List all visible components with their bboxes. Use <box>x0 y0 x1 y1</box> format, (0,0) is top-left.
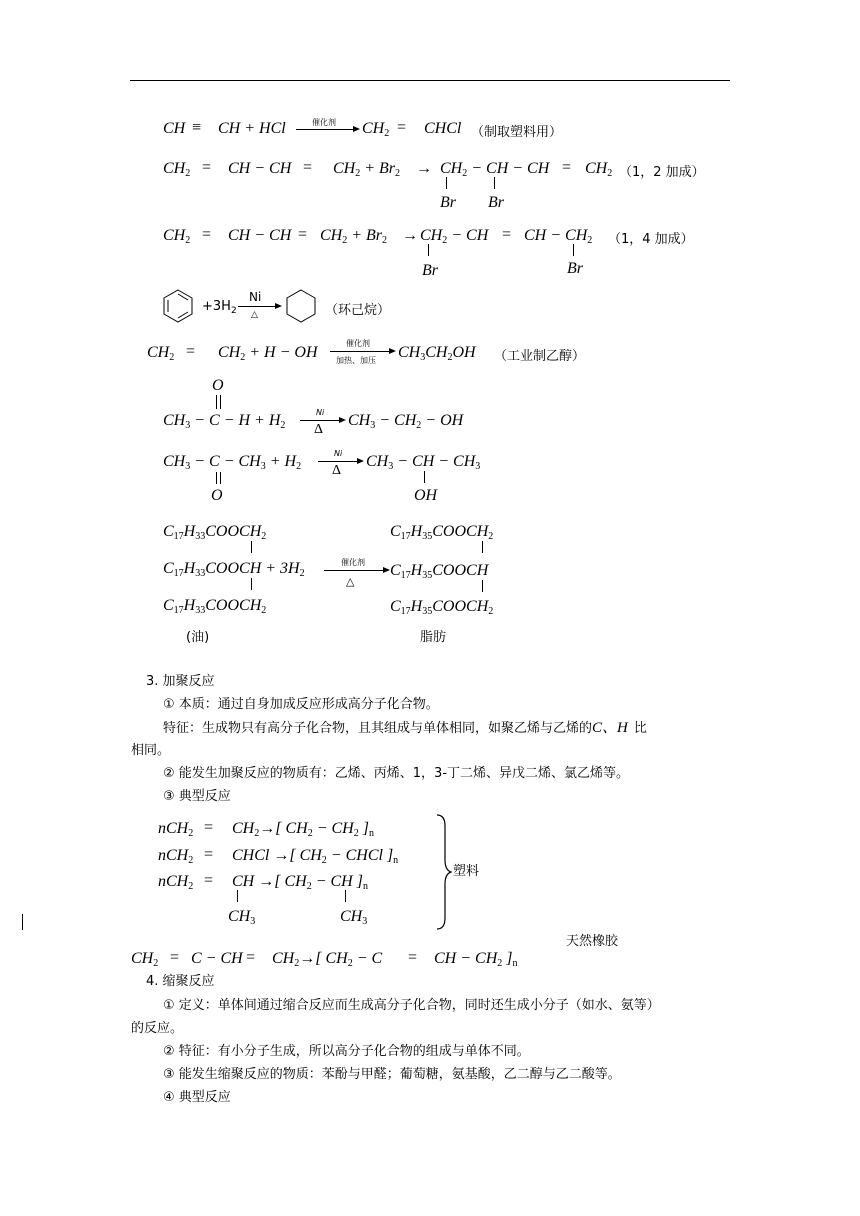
subscript: n <box>362 881 368 892</box>
formula-text: − CH ] <box>311 873 363 890</box>
formula-text: H <box>183 597 196 614</box>
formula-text: CH <box>420 227 443 244</box>
formula-text: + Br <box>360 160 396 177</box>
subscript: 3 <box>370 420 376 431</box>
formula-text: CH <box>366 453 389 470</box>
subscript: 2 <box>442 235 448 246</box>
formula-text: − CH − CH <box>393 453 476 470</box>
subscript: 2 <box>240 352 246 363</box>
formula-text: OH <box>452 344 476 361</box>
formula-text: − CH <box>375 412 417 429</box>
subscript: 2 <box>280 420 286 431</box>
catalyst-label: 催化剂 <box>312 118 336 127</box>
subscript: 17 <box>400 606 411 617</box>
formula-text: C <box>390 523 401 540</box>
subscript: 2 <box>261 605 267 616</box>
bromine-label: Br <box>422 262 438 279</box>
reaction-arrow <box>238 306 276 307</box>
subscript: 2 <box>169 352 175 363</box>
formula-text: CH <box>232 820 255 837</box>
paragraph: 相同。 <box>131 743 171 758</box>
formula-text: + H <box>265 453 297 470</box>
formula-text: CH <box>228 908 251 925</box>
condition-label: △ <box>251 309 258 319</box>
subscript: 3 <box>362 916 368 927</box>
double-bond: = <box>298 226 308 243</box>
subscript: 2 <box>353 828 359 839</box>
subscript: 2 <box>382 235 388 246</box>
subscript: 2 <box>497 958 503 969</box>
paragraph: ③ 能发生缩聚反应的物质：苯酚与甲醛；葡萄糖，氨基酸，乙二醇与乙二酸等。 <box>163 1067 621 1082</box>
formula-text: H <box>410 598 423 615</box>
reaction-arrow <box>296 129 354 130</box>
double-bond: = <box>502 226 512 243</box>
double-bond: = <box>408 949 418 966</box>
subscript: 2 <box>488 606 494 617</box>
subscript: 35 <box>422 531 433 542</box>
vertical-bond <box>482 580 483 592</box>
subscript: 2 <box>587 235 593 246</box>
formula-text: − C − CH <box>190 453 261 470</box>
subscript: 17 <box>173 531 184 542</box>
paragraph: ① 定义：单体间通过缩合反应而生成高分子化合物，同时还生成小分子（如水、氨等） <box>163 998 660 1013</box>
reaction-arrow <box>318 461 358 462</box>
benzene-ring-icon <box>160 288 196 324</box>
subscript: 17 <box>400 570 411 581</box>
formula-text: + Br <box>347 227 383 244</box>
subscript: 2 <box>294 958 300 969</box>
formula-text: CH <box>440 160 463 177</box>
double-bond: = <box>204 846 214 863</box>
subscript: 2 <box>347 958 353 969</box>
formula-text: − CH − CH <box>467 160 550 177</box>
formula-text: CH <box>163 120 186 137</box>
formula-text: − CH <box>312 820 354 837</box>
reaction-note: （1，2 加成） <box>619 165 705 180</box>
bromine-label: Br <box>488 194 504 211</box>
arrow-head <box>357 458 364 464</box>
formula-text: COOCH <box>205 597 262 614</box>
double-bond: = <box>204 872 214 889</box>
subscript: 33 <box>195 568 206 579</box>
subscript: 2 <box>384 128 390 139</box>
formula-text: C − CH <box>191 950 243 967</box>
formula-text: CH <box>163 227 186 244</box>
formula-text: − CH <box>447 227 489 244</box>
paragraph: 特征：生成物只有高分子化合物，且其组成与单体相同，如聚乙烯与乙烯的 <box>163 721 593 736</box>
section-title: 3. 加聚反应 <box>146 674 215 689</box>
oil-label: (油) <box>186 630 210 645</box>
formula-text: ] <box>358 820 369 837</box>
section-title: 4. 缩聚反应 <box>146 974 215 989</box>
paragraph: ① 本质：通过自身加成反应形成高分子化合物。 <box>163 697 439 712</box>
paragraph: ② 特征：有小分子生成，所以高分子化合物的组成与单体不同。 <box>163 1044 530 1059</box>
plastic-label: 塑料 <box>453 864 480 879</box>
formula-text: CH + HCl <box>218 120 286 137</box>
double-bond: = <box>170 949 180 966</box>
formula-text: − CHCl ] <box>326 847 394 864</box>
reaction-note: （制取塑料用） <box>471 125 563 140</box>
subscript: 2 <box>230 306 237 316</box>
vertical-bond <box>424 471 425 483</box>
formula-text: CH − CH <box>228 160 292 177</box>
subscript: 3 <box>260 461 266 472</box>
catalyst-label: 催化剂 <box>341 558 365 567</box>
double-bond-vertical <box>220 395 221 409</box>
formula-text: CH <box>340 908 363 925</box>
formula-text: CH <box>272 950 295 967</box>
formula-text: CH <box>163 412 186 429</box>
formula-text: COOCH + 3H <box>205 560 300 577</box>
cursor-mark <box>22 914 23 930</box>
reaction-arrow <box>330 351 390 352</box>
vertical-bond <box>573 244 574 256</box>
double-bond: = <box>246 949 256 966</box>
subscript: 2 <box>447 352 453 363</box>
reaction-arrow <box>300 420 340 421</box>
double-bond: = <box>562 159 572 176</box>
subscript: 3 <box>388 461 394 472</box>
bromine-label: Br <box>567 260 583 277</box>
reaction-note: （环己烷） <box>325 303 391 318</box>
vertical-bond <box>237 890 238 902</box>
vertical-bond <box>428 244 429 256</box>
subscript: 2 <box>188 828 194 839</box>
reaction-arrow: → <box>402 227 418 244</box>
formula-text: C <box>163 560 174 577</box>
formula-text: − OH <box>421 412 464 429</box>
formula-text: nCH <box>158 820 189 837</box>
arrow-head <box>383 567 390 573</box>
subscript: 2 <box>462 168 468 179</box>
formula-text: CHCl →[ CH <box>232 847 322 864</box>
double-bond: = <box>303 159 313 176</box>
hydroxyl-label: OH <box>414 487 438 504</box>
vertical-bond <box>494 177 495 189</box>
cyclohexane-ring-icon <box>283 288 319 324</box>
subscript: 3 <box>185 461 191 472</box>
subscript: 2 <box>306 881 312 892</box>
formula-text: CH <box>147 344 170 361</box>
double-bond: = <box>202 159 212 176</box>
right-brace-icon <box>436 814 452 930</box>
catalyst-label: Ni <box>249 290 262 304</box>
subscript: 2 <box>395 168 401 179</box>
formula-text: CH <box>585 160 608 177</box>
formula-text: nCH <box>158 847 189 864</box>
subscript: 2 <box>261 531 267 542</box>
double-bond: = <box>202 226 212 243</box>
formula-text: + H − OH <box>245 344 318 361</box>
arrow-head <box>353 126 360 132</box>
formula-text: COOCH <box>432 562 489 579</box>
formula-text: C <box>163 597 174 614</box>
formula-text: CH <box>163 453 186 470</box>
paragraph: ④ 典型反应 <box>163 1090 231 1105</box>
subscript: 2 <box>355 168 361 179</box>
formula-text: CH <box>398 344 421 361</box>
vertical-bond <box>482 541 483 553</box>
vertical-bond <box>251 541 252 553</box>
subscript: n <box>368 828 374 839</box>
paragraph: ③ 典型反应 <box>163 789 231 804</box>
double-bond-vertical <box>220 472 221 484</box>
bromine-label: Br <box>440 194 456 211</box>
formula-text: CHCl <box>424 120 462 137</box>
subscript: 3 <box>185 420 191 431</box>
formula-text: CH <box>131 950 154 967</box>
formula-text: COOCH <box>432 523 489 540</box>
formula-text: ] <box>502 950 513 967</box>
formula-text: C <box>390 598 401 615</box>
formula-text: CH <box>163 160 186 177</box>
catalyst-label: 催化剂 <box>346 339 370 348</box>
formula-text: CH − CH <box>524 227 588 244</box>
formula-text: CH <box>218 344 241 361</box>
formula-text: CH <box>425 344 448 361</box>
formula-text: →[ CH <box>299 950 348 967</box>
subscript: 33 <box>195 531 206 542</box>
formula-text: C <box>390 562 401 579</box>
subscript: n <box>512 958 518 969</box>
formula-text: − C <box>352 950 383 967</box>
condition-label: Δ <box>314 422 324 437</box>
subscript: 2 <box>307 828 313 839</box>
formula-text: H <box>410 562 423 579</box>
subscript: 2 <box>185 168 191 179</box>
formula-text: →[ CH <box>259 820 308 837</box>
reaction-arrow <box>324 570 384 571</box>
subscript: 17 <box>173 568 184 579</box>
vertical-bond <box>251 578 252 590</box>
subscript: 17 <box>400 531 411 542</box>
oxygen-label: O <box>212 377 224 394</box>
paragraph: ② 能发生加聚反应的物质有：乙烯、丙烯、1，3-丁二烯、异戊二烯、氯乙烯等。 <box>163 766 630 781</box>
fat-label: 脂肪 <box>420 630 447 645</box>
formula-text: C <box>163 523 174 540</box>
catalyst-label: Ni <box>316 408 325 417</box>
formula-text: nCH <box>158 873 189 890</box>
vertical-bond <box>446 177 447 189</box>
subscript: 2 <box>416 420 422 431</box>
subscript: 2 <box>342 235 348 246</box>
formula-text: CH <box>320 227 343 244</box>
reaction-arrow: → <box>416 160 432 177</box>
formula-text: +3H <box>202 299 231 314</box>
subscript: 3 <box>250 916 256 927</box>
paragraph: 比 <box>633 721 647 736</box>
double-bond: = <box>186 343 196 360</box>
subscript: 2 <box>254 828 260 839</box>
condition-label: Δ <box>332 463 342 478</box>
double-bond: = <box>397 119 407 136</box>
header-rule <box>130 80 730 81</box>
rubber-label: 天然橡胶 <box>566 934 619 949</box>
subscript: 35 <box>422 570 433 581</box>
subscript: 2 <box>488 531 494 542</box>
formula-text: − C − H + H <box>190 412 281 429</box>
subscript: n <box>393 855 399 866</box>
formula-text: CH − CH <box>228 227 292 244</box>
subscript: 3 <box>420 352 426 363</box>
formula-text: C、H <box>592 720 628 736</box>
catalyst-label: Ni <box>334 449 343 458</box>
subscript: 3 <box>475 461 481 472</box>
arrow-head <box>339 417 346 423</box>
formula-text: H <box>183 523 196 540</box>
formula-text: CH − CH <box>434 950 498 967</box>
formula-text: CH <box>333 160 356 177</box>
formula-text: CH <box>348 412 371 429</box>
arrow-head <box>389 348 396 354</box>
triple-bond: ≡ <box>192 119 200 136</box>
subscript: 35 <box>422 606 433 617</box>
formula-text: COOCH <box>432 598 489 615</box>
condition-label: 加热、加压 <box>336 356 376 365</box>
double-bond-vertical <box>216 472 217 484</box>
formula-text: COOCH <box>205 523 262 540</box>
formula-text: H <box>183 560 196 577</box>
arrow-head <box>275 303 282 309</box>
subscript: 2 <box>188 855 194 866</box>
subscript: 17 <box>173 605 184 616</box>
double-bond: = <box>204 819 214 836</box>
subscript: 2 <box>188 881 194 892</box>
reaction-note: （1，4 加成） <box>608 232 694 247</box>
subscript: 2 <box>321 855 327 866</box>
oxygen-label: O <box>211 487 223 504</box>
subscript: 2 <box>299 568 305 579</box>
formula-text: CH →[ CH <box>232 873 307 890</box>
subscript: 2 <box>296 461 302 472</box>
subscript: 2 <box>153 958 159 969</box>
formula-text: H <box>410 523 423 540</box>
reaction-note: （工业制乙醇） <box>494 349 586 364</box>
paragraph: 的反应。 <box>131 1021 184 1036</box>
subscript: 2 <box>185 235 191 246</box>
double-bond-vertical <box>216 395 217 409</box>
subscript: 2 <box>607 168 613 179</box>
vertical-bond <box>345 890 346 902</box>
condition-label: △ <box>346 576 355 588</box>
formula-text: CH <box>362 120 385 137</box>
subscript: 33 <box>195 605 206 616</box>
